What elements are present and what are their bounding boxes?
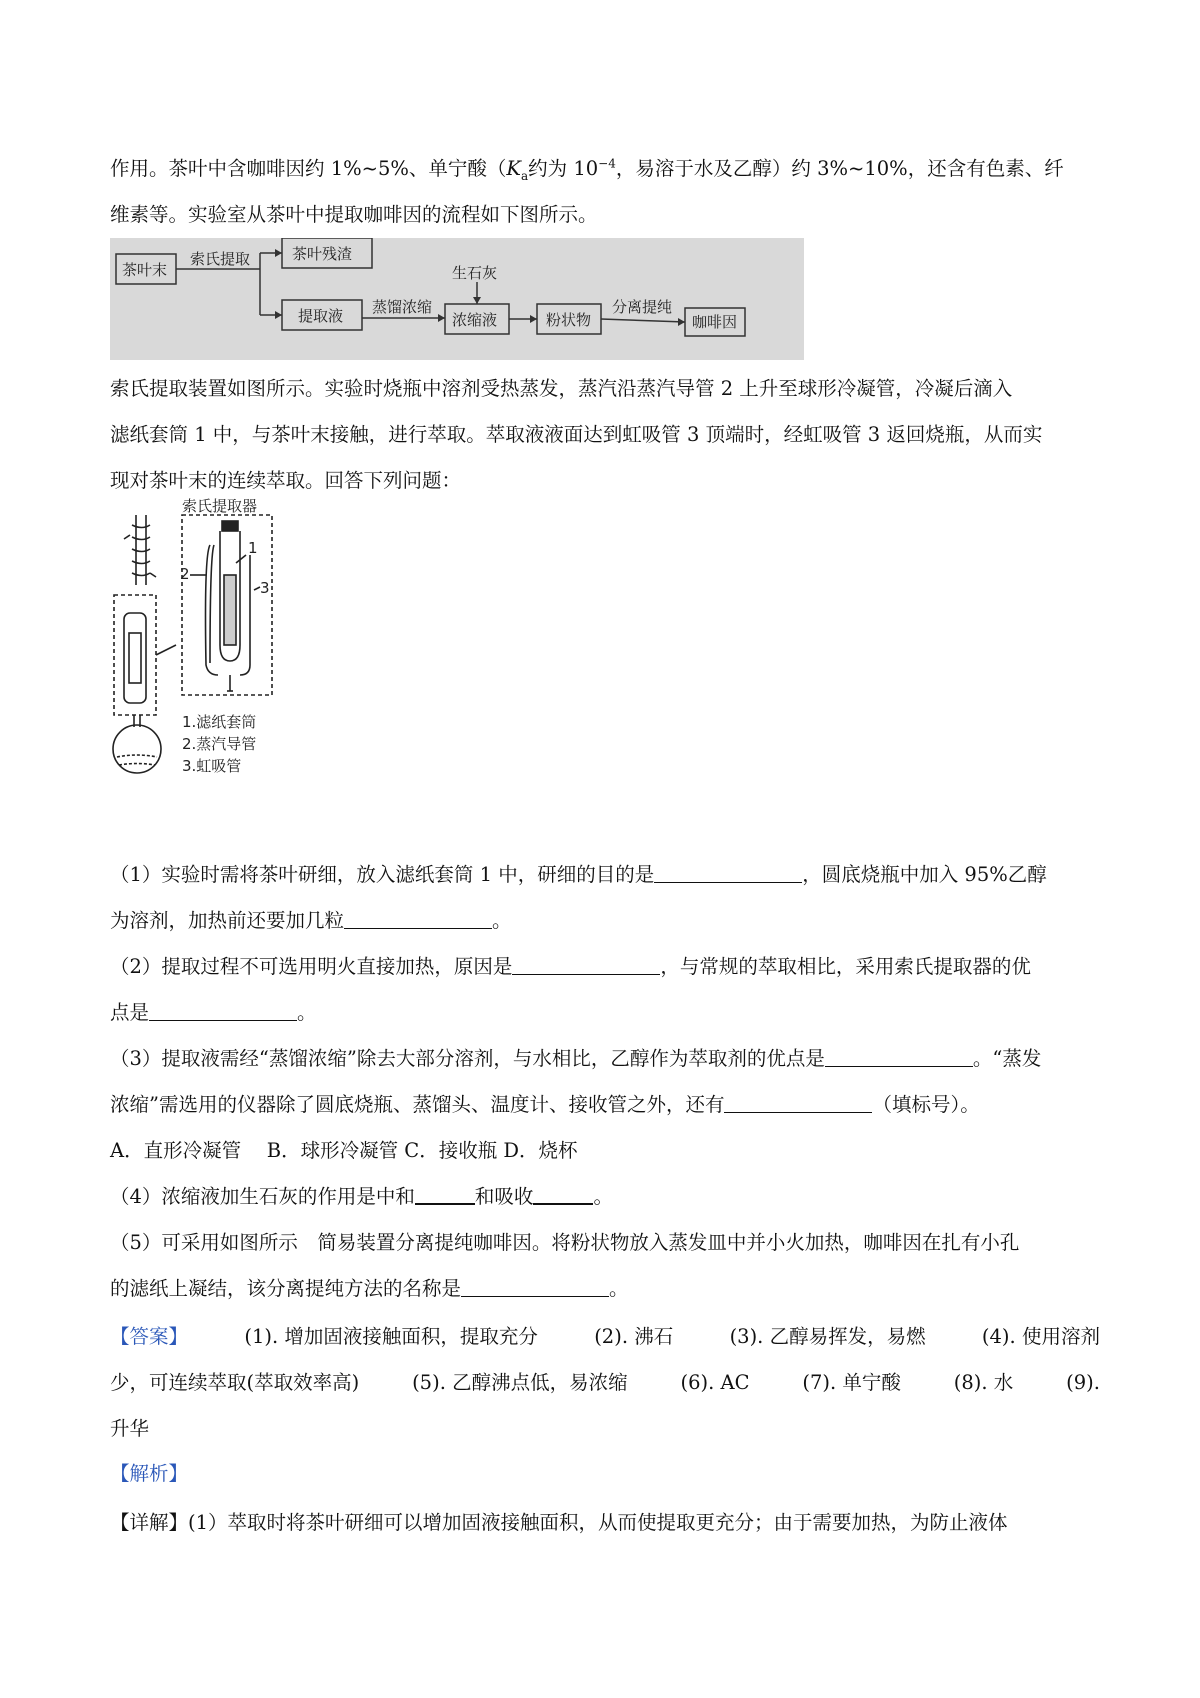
q1-blank-2[interactable] (344, 908, 492, 929)
q5-line-1: （5）可采用如图所示 简易装置分离提纯咖啡因。将粉状物放入蒸发皿中并小火加热，咖啡因在扎有小孔 (110, 1231, 1020, 1254)
exponent: −4 (598, 156, 616, 171)
legend-3: 3.虹吸管 (182, 757, 242, 775)
answer-line-2 (110, 1360, 1100, 1406)
q5-line-2 (110, 1266, 1100, 1312)
q3-blank-1[interactable] (825, 1046, 973, 1067)
q1-blank-1[interactable] (654, 862, 802, 883)
flow-tea-powder: 茶叶末 (122, 261, 168, 279)
flow-separate-purify: 分离提纯 (612, 298, 673, 316)
answer-line2-item-6: (9). (1066, 1371, 1100, 1394)
q1-line-2 (110, 898, 1100, 944)
q3-text-c: 浓缩”需选用的仪器除了圆底烧瓶、蒸馏头、温度计、接收管之外，还有 (110, 1093, 725, 1116)
label-num-1: 1 (248, 539, 258, 557)
q5-text-c: 。 (609, 1277, 629, 1300)
intro-text-a: 作用。茶叶中含咖啡因约 1%~5%、单宁酸（ (110, 157, 507, 180)
detail-text: (1）萃取时将茶叶研细可以增加固液接触面积，从而使提取更充分；由于需要加热，为防止液体 (188, 1511, 1008, 1534)
q4-text-c: 。 (593, 1185, 613, 1208)
document-page (110, 0, 1100, 1698)
q2-blank-2[interactable] (149, 1000, 297, 1021)
flow-extract-liquid: 提取液 (298, 307, 344, 325)
answer-block (110, 1314, 1100, 1452)
para2-line-1: 索氏提取装置如图所示。实验时烧瓶中溶剂受热蒸发，蒸汽沿蒸汽导管 2 上升至球形冷凝管，冷凝后滴入 (110, 377, 1013, 400)
q2-line-1 (110, 944, 1100, 990)
q5-blank-1[interactable] (461, 1276, 609, 1297)
answer-item-2: (2). 沸石 (594, 1325, 674, 1348)
flow-concentrate: 浓缩液 (452, 311, 498, 329)
q4-blank-2[interactable] (533, 1183, 593, 1205)
legend-2: 2.蒸汽导管 (182, 735, 257, 753)
apparatus-title: 索氏提取器 (182, 497, 258, 515)
q1-line-1 (110, 852, 1100, 898)
answer-item-3: (3). 乙醇易挥发，易燃 (729, 1325, 926, 1348)
answer-line2-item-1: 少，可连续萃取(萃取效率高) (110, 1371, 360, 1394)
flow-powder: 粉状物 (546, 311, 592, 329)
detail-line (110, 1500, 1100, 1546)
flow-caffeine: 咖啡因 (692, 313, 738, 331)
intro-line-2: 维素等。实验室从茶叶中提取咖啡因的流程如下图所示。 (110, 203, 598, 226)
q1-text-d: 。 (492, 909, 512, 932)
q3-line-1 (110, 1036, 1100, 1082)
answer-line-1 (110, 1314, 1100, 1360)
q2-text-d: 。 (297, 1001, 317, 1024)
questions-block (110, 852, 1100, 1312)
legend-1: 1.滤纸套筒 (182, 713, 257, 731)
q4-line (110, 1174, 1100, 1220)
para2-line-3: 现对茶叶末的连续萃取。回答下列问题： (110, 469, 462, 492)
q4-blank-1[interactable] (415, 1183, 475, 1205)
intro-text-c: ，易溶于水及乙醇）约 3%~10%，还含有色素、纤 (615, 157, 1064, 180)
flow-soxhlet-extract: 索氏提取 (190, 250, 251, 268)
answer-line2-item-5: (8). 水 (953, 1371, 1014, 1394)
q3-line-2 (110, 1082, 1100, 1128)
answer-line2-item-2: (5). 乙醇沸点低，易浓缩 (412, 1371, 628, 1394)
flow-quicklime: 生石灰 (452, 264, 498, 282)
q1-text-c: 为溶剂，加热前还要加几粒 (110, 909, 345, 932)
label-num-2: 2 (180, 565, 190, 583)
answer-label: 【答案】 (110, 1325, 189, 1348)
analysis-block (110, 1451, 1100, 1497)
ka-symbol: K (506, 157, 521, 180)
answer-line2-item-4: (7). 单宁酸 (802, 1371, 901, 1394)
answer-item-4: (4). 使用溶剂 (981, 1325, 1100, 1348)
flowchart-image (110, 238, 804, 360)
label-num-3: 3 (260, 579, 270, 597)
flow-tea-residue: 茶叶残渣 (292, 245, 353, 263)
q2-line-2 (110, 990, 1100, 1036)
intro-text-b: 约为 10 (528, 157, 599, 180)
q2-blank-1[interactable] (512, 954, 660, 975)
q5-text-b: 的滤纸上凝结，该分离提纯方法的名称是 (110, 1277, 462, 1300)
q3-blank-2[interactable] (724, 1092, 872, 1113)
soxhlet-apparatus-figure (110, 497, 320, 835)
intro-line-1 (110, 146, 1100, 192)
q2-text-c: 点是 (110, 1001, 150, 1024)
analysis-label: 【解析】 (110, 1462, 189, 1485)
apparatus-paragraph (110, 366, 1100, 504)
answer-item-1: (1). 增加固液接触面积，提取充分 (244, 1325, 538, 1348)
q4-text-a: （4）浓缩液加生石灰的作用是中和 (110, 1185, 415, 1208)
q1-text-a: （1）实验时需将茶叶研细，放入滤纸套筒 1 中，研细的目的是 (110, 863, 655, 886)
q3-text-a: （3）提取液需经“蒸馏浓缩”除去大部分溶剂，与水相比，乙醇作为萃取剂的优点是 (110, 1047, 825, 1070)
q2-text-a: （2）提取过程不可选用明火直接加热，原因是 (110, 955, 513, 978)
answer-line2-item-3: (6). AC (680, 1371, 750, 1394)
q1-text-b: ，圆底烧瓶中加入 95%乙醇 (802, 863, 1047, 886)
ka-subscript: a (521, 168, 529, 183)
q3-options: A．直形冷凝管 B．球形冷凝管 C．接收瓶 D．烧杯 (110, 1139, 578, 1162)
q2-text-b: ，与常规的萃取相比，采用索氏提取器的优 (660, 955, 1031, 978)
intro-paragraph (110, 146, 1100, 238)
answer-line-3: 升华 (110, 1417, 150, 1440)
para2-line-2: 滤纸套筒 1 中，与茶叶末接触，进行萃取。萃取液液面达到虹吸管 3 顶端时，经虹吸管 3 返回烧瓶，从而实 (110, 423, 1043, 446)
q3-text-b: 。“蒸发 (972, 1047, 1042, 1070)
q3-text-d: （填标号）。 (872, 1093, 980, 1116)
flow-distill-concentrate: 蒸馏浓缩 (372, 298, 433, 316)
q4-text-b: 和吸收 (474, 1185, 534, 1208)
detail-label: 【详解】 (110, 1511, 189, 1534)
detail-block (110, 1500, 1100, 1546)
